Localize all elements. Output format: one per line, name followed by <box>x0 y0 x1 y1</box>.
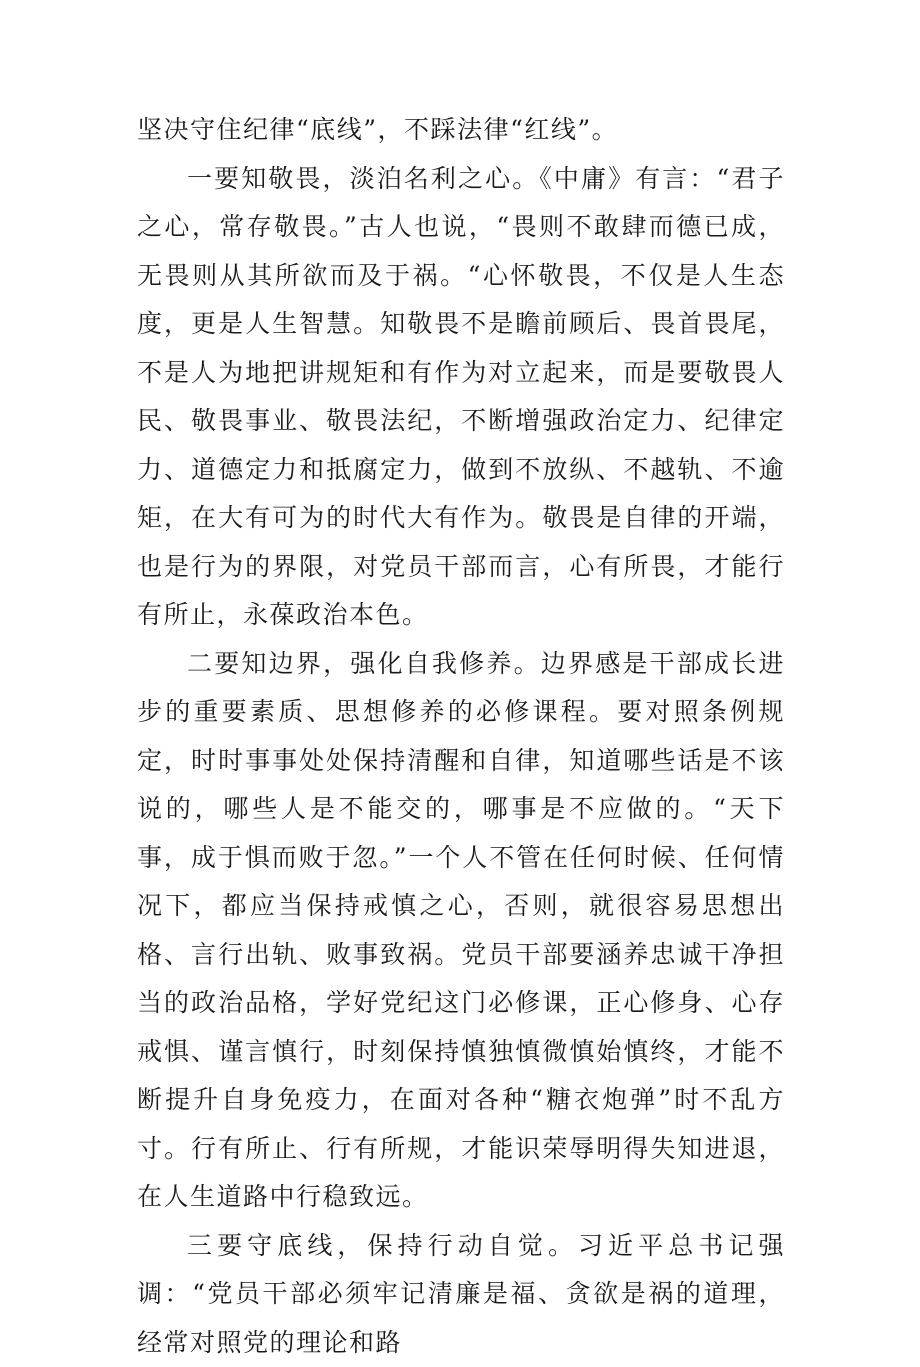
paragraph-know-boundary: 二要知边界，强化自我修养。边界感是干部成长进步的重要素质、思想修养的必修课程。要对照条例规定，时时事事处处保持清醒和自律，知道哪些话是不该说的，哪些人是不能交的，哪事是不应做的。“天下事，成于惧而败于忽。”一个人不管在任何时候、任何情况下，都应当保持戒慎之心，否则，就很容易思想出格、言行出轨、败事致祸。党员干部要涵养忠诚干净担当的政治品格，学好党纪这门必修课，正心修身、心存戒惧、谨言慎行，时刻保持慎独慎微慎始慎终，才能不断提升自身免疫力，在面对各种“糖衣炮弹”时不乱方寸。行有所止、行有所规，才能识荣辱明得失知进退，在人生道路中行稳致远。 <box>137 640 785 1222</box>
paragraph-keep-bottom-line: 三要守底线，保持行动自觉。习近平总书记强调：“党员干部必须牢记清廉是福、贪欲是祸的道理，经常对照党的理论和路 <box>137 1222 785 1367</box>
document-body <box>137 106 785 1367</box>
paragraph-continuation: 坚决守住纪律“底线”，不踩法律“红线”。 <box>137 106 785 155</box>
paragraph-know-awe: 一要知敬畏，淡泊名利之心。《中庸》有言：“君子之心，常存敬畏。”古人也说，“畏则不敢肆而德已成，无畏则从其所欲而及于祸。“心怀敬畏，不仅是人生态度，更是人生智慧。知敬畏不是瞻前顾后、畏首畏尾，不是人为地把讲规矩和有作为对立起来，而是要敬畏人民、敬畏事业、敬畏法纪，不断增强政治定力、纪律定力、道德定力和抵腐定力，做到不放纵、不越轨、不逾矩，在大有可为的时代大有作为。敬畏是自律的开端，也是行为的界限，对党员干部而言，心有所畏，才能行有所止，永葆政治本色。 <box>137 155 785 640</box>
